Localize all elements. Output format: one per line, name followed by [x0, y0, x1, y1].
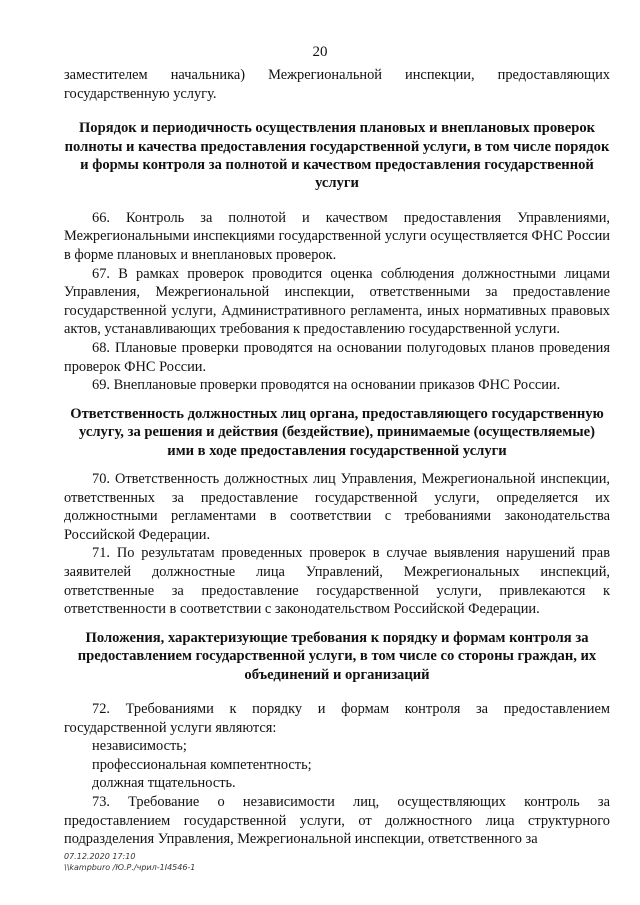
list-item: профессиональная компетентность;: [92, 756, 312, 773]
document-footer: [64, 851, 195, 873]
paragraph-70: 70. Ответственность должностных лиц Управления, Межрегиональной инспекции, ответственных за предоставление государственной услуги, определяется их должностными регламентами в соответствии с требованиями законодательства Российской Федерации.: [64, 470, 610, 543]
footer-date: 07.12.2020 17:10: [64, 852, 136, 861]
list-item: независимость;: [92, 738, 187, 755]
paragraph-69: 69. Внеплановые проверки проводятся на основании приказов ФНС России.: [92, 377, 561, 394]
footer-path: \\kampburo /Ю.Р./чрил-1I4546-1: [64, 863, 196, 872]
paragraph-68: 68. Плановые проверки проводятся на основании полугодовых планов проведения проверок ФНС России.: [64, 339, 610, 375]
intro-paragraph: заместителем начальника) Межрегиональной инспекции, предоставляющих государственную услугу.: [64, 67, 610, 102]
paragraph-72: 72. Требованиями к порядку и формам контроля за предоставлением государственной услуги являются:: [64, 700, 610, 736]
page-number: 20: [312, 44, 328, 60]
paragraph-66: 66. Контроль за полнотой и качеством предоставления Управлениями, Межрегиональными инспекциями государственной услуги осуществляется ФНС России в форме плановых и внеплановых проверок.: [64, 209, 610, 263]
section-heading-inspections: Порядок и периодичность осуществления плановых и внеплановых проверок полноты и качества предоставления государственной услуги, в том числе порядок и формы контроля за полнотой и качеством предоставления государственной услуги: [64, 120, 610, 192]
paragraph-71: 71. По результатам проведенных проверок в случае выявления нарушений прав заявителей должностные лица Управлений, Межрегиональных инспекций, ответственные за предоставление государственной услуги, привлекаются к ответственности в соответствии с законодательством Российской Федерации.: [64, 545, 610, 618]
paragraph-67: 67. В рамках проверок проводится оценка соблюдения должностными лицами Управления, Межрегиональной инспекции, ответственными за предоставление государственной услуги, Административного регламента, иных нормативных правовых актов, устанавливающих требования к предоставлению государственной услуги.: [64, 265, 610, 338]
section-heading-control-requirements: Положения, характеризующие требования к порядку и формам контроля за предоставлением государственной услуги, в том числе со стороны граждан, их объединений и организаций: [77, 629, 597, 683]
document-body: [64, 66, 610, 849]
paragraph-73: 73. Требование о независимости лиц, осуществляющих контроль за предоставлением государственной услуги, от должностного лица структурного подразделения Управления, Межрегиональной инспекции, ответственного за: [64, 793, 610, 848]
list-item: должная тщательность.: [92, 775, 236, 792]
section-heading-responsibility: Ответственность должностных лиц органа, предоставляющего государственную услугу, за решения и действия (бездействие), принимаемые (осуществляемые) ими в ходе предоставления государственной услуги: [70, 405, 604, 459]
